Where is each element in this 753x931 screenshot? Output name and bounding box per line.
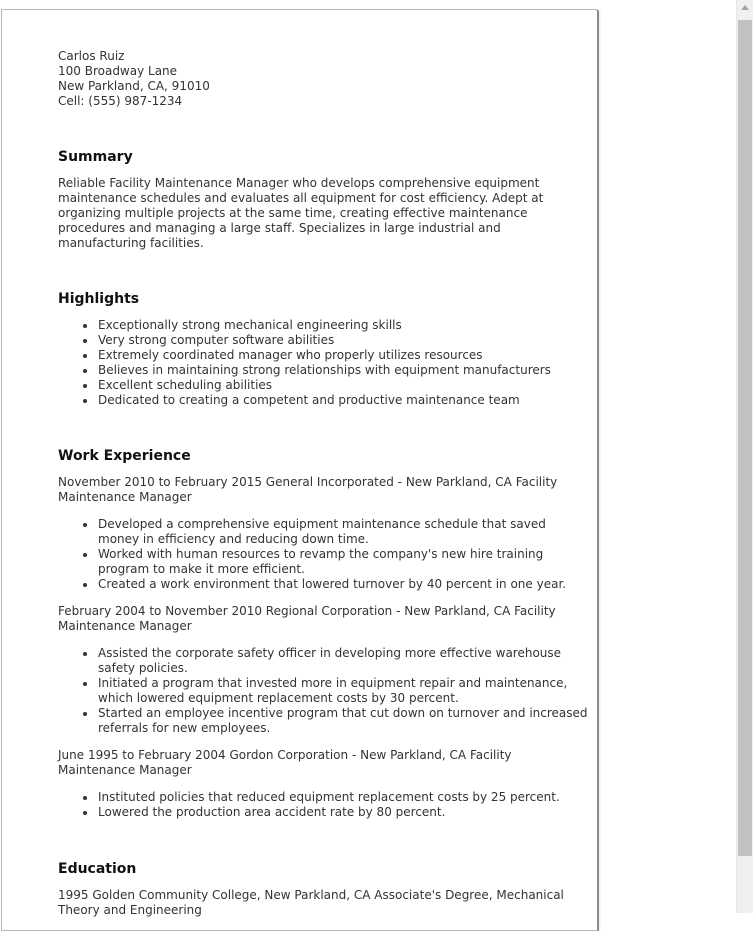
job-entry	[58, 604, 590, 736]
job-bullet: Instituted policies that reduced equipment replacement costs by 25 percent.	[98, 790, 590, 805]
contact-phone: Cell: (555) 987-1234	[58, 94, 183, 108]
job-bullet: Assisted the corporate safety officer in developing more effective warehouse safety policies.	[98, 646, 590, 676]
scroll-up-arrow-icon[interactable]	[741, 5, 749, 10]
education-section	[58, 860, 590, 918]
contact-city: New Parkland, CA, 91010	[58, 79, 210, 93]
summary-text: Reliable Facility Maintenance Manager who develops comprehensive equipment maintenance schedules and evaluates all equipment for cost efficiency. Adept at organizing multiple projects at the same time, creating effective maintenance procedures and managing a large staff. Specializes in large industrial and manufacturing facilities.	[58, 176, 544, 250]
job-entry	[58, 748, 590, 820]
job-bullet: Lowered the production area accident rate by 80 percent.	[98, 805, 590, 820]
highlights-list	[58, 318, 590, 408]
resume-page	[1, 9, 599, 931]
highlight-item: Excellent scheduling abilities	[98, 378, 590, 393]
job-bullet: Initiated a program that invested more in equipment repair and maintenance, which lowered equipment replacement costs by 30 percent.	[98, 676, 590, 706]
education-heading: Education	[58, 861, 137, 877]
highlight-item: Extremely coordinated manager who properly utilizes resources	[98, 348, 590, 363]
highlight-item: Very strong computer software abilities	[98, 333, 590, 348]
work-heading: Work Experience	[58, 448, 191, 464]
job-bullet: Worked with human resources to revamp the company's new hire training program to make it more efficient.	[98, 547, 590, 577]
contact-name: Carlos Ruiz	[58, 49, 125, 63]
job-line: February 2004 to November 2010 Regional Corporation - New Parkland, CA Facility Maintenance Manager	[58, 604, 556, 633]
highlight-item: Exceptionally strong mechanical engineering skills	[98, 318, 590, 333]
highlight-item: Dedicated to creating a competent and productive maintenance team	[98, 393, 590, 408]
job-bullet: Started an employee incentive program that cut down on turnover and increased referrals for new employees.	[98, 706, 590, 736]
contact-address: 100 Broadway Lane	[58, 64, 178, 78]
job-bullets	[58, 646, 590, 736]
highlights-section	[58, 290, 590, 408]
highlight-item: Believes in maintaining strong relationships with equipment manufacturers	[98, 363, 590, 378]
job-bullets	[58, 517, 590, 592]
work-section	[58, 447, 590, 820]
resume-content	[58, 49, 590, 918]
education-text: 1995 Golden Community College, New Parkland, CA Associate's Degree, Mechanical Theory and Engineering	[58, 888, 564, 917]
highlights-heading: Highlights	[58, 291, 140, 307]
job-bullet: Developed a comprehensive equipment maintenance schedule that saved money in efficiency and reducing down time.	[98, 517, 590, 547]
summary-heading: Summary	[58, 149, 133, 165]
job-line: November 2010 to February 2015 General Incorporated - New Parkland, CA Facility Maintenance Manager	[58, 475, 558, 504]
job-entry	[58, 475, 590, 592]
job-bullet: Created a work environment that lowered turnover by 40 percent in one year.	[98, 577, 590, 592]
summary-section	[58, 148, 590, 251]
scrollbar-thumb[interactable]	[738, 20, 752, 856]
job-bullets	[58, 790, 590, 820]
contact-block	[58, 49, 590, 109]
job-line: June 1995 to February 2004 Gordon Corporation - New Parkland, CA Facility Maintenance Manager	[58, 748, 512, 777]
